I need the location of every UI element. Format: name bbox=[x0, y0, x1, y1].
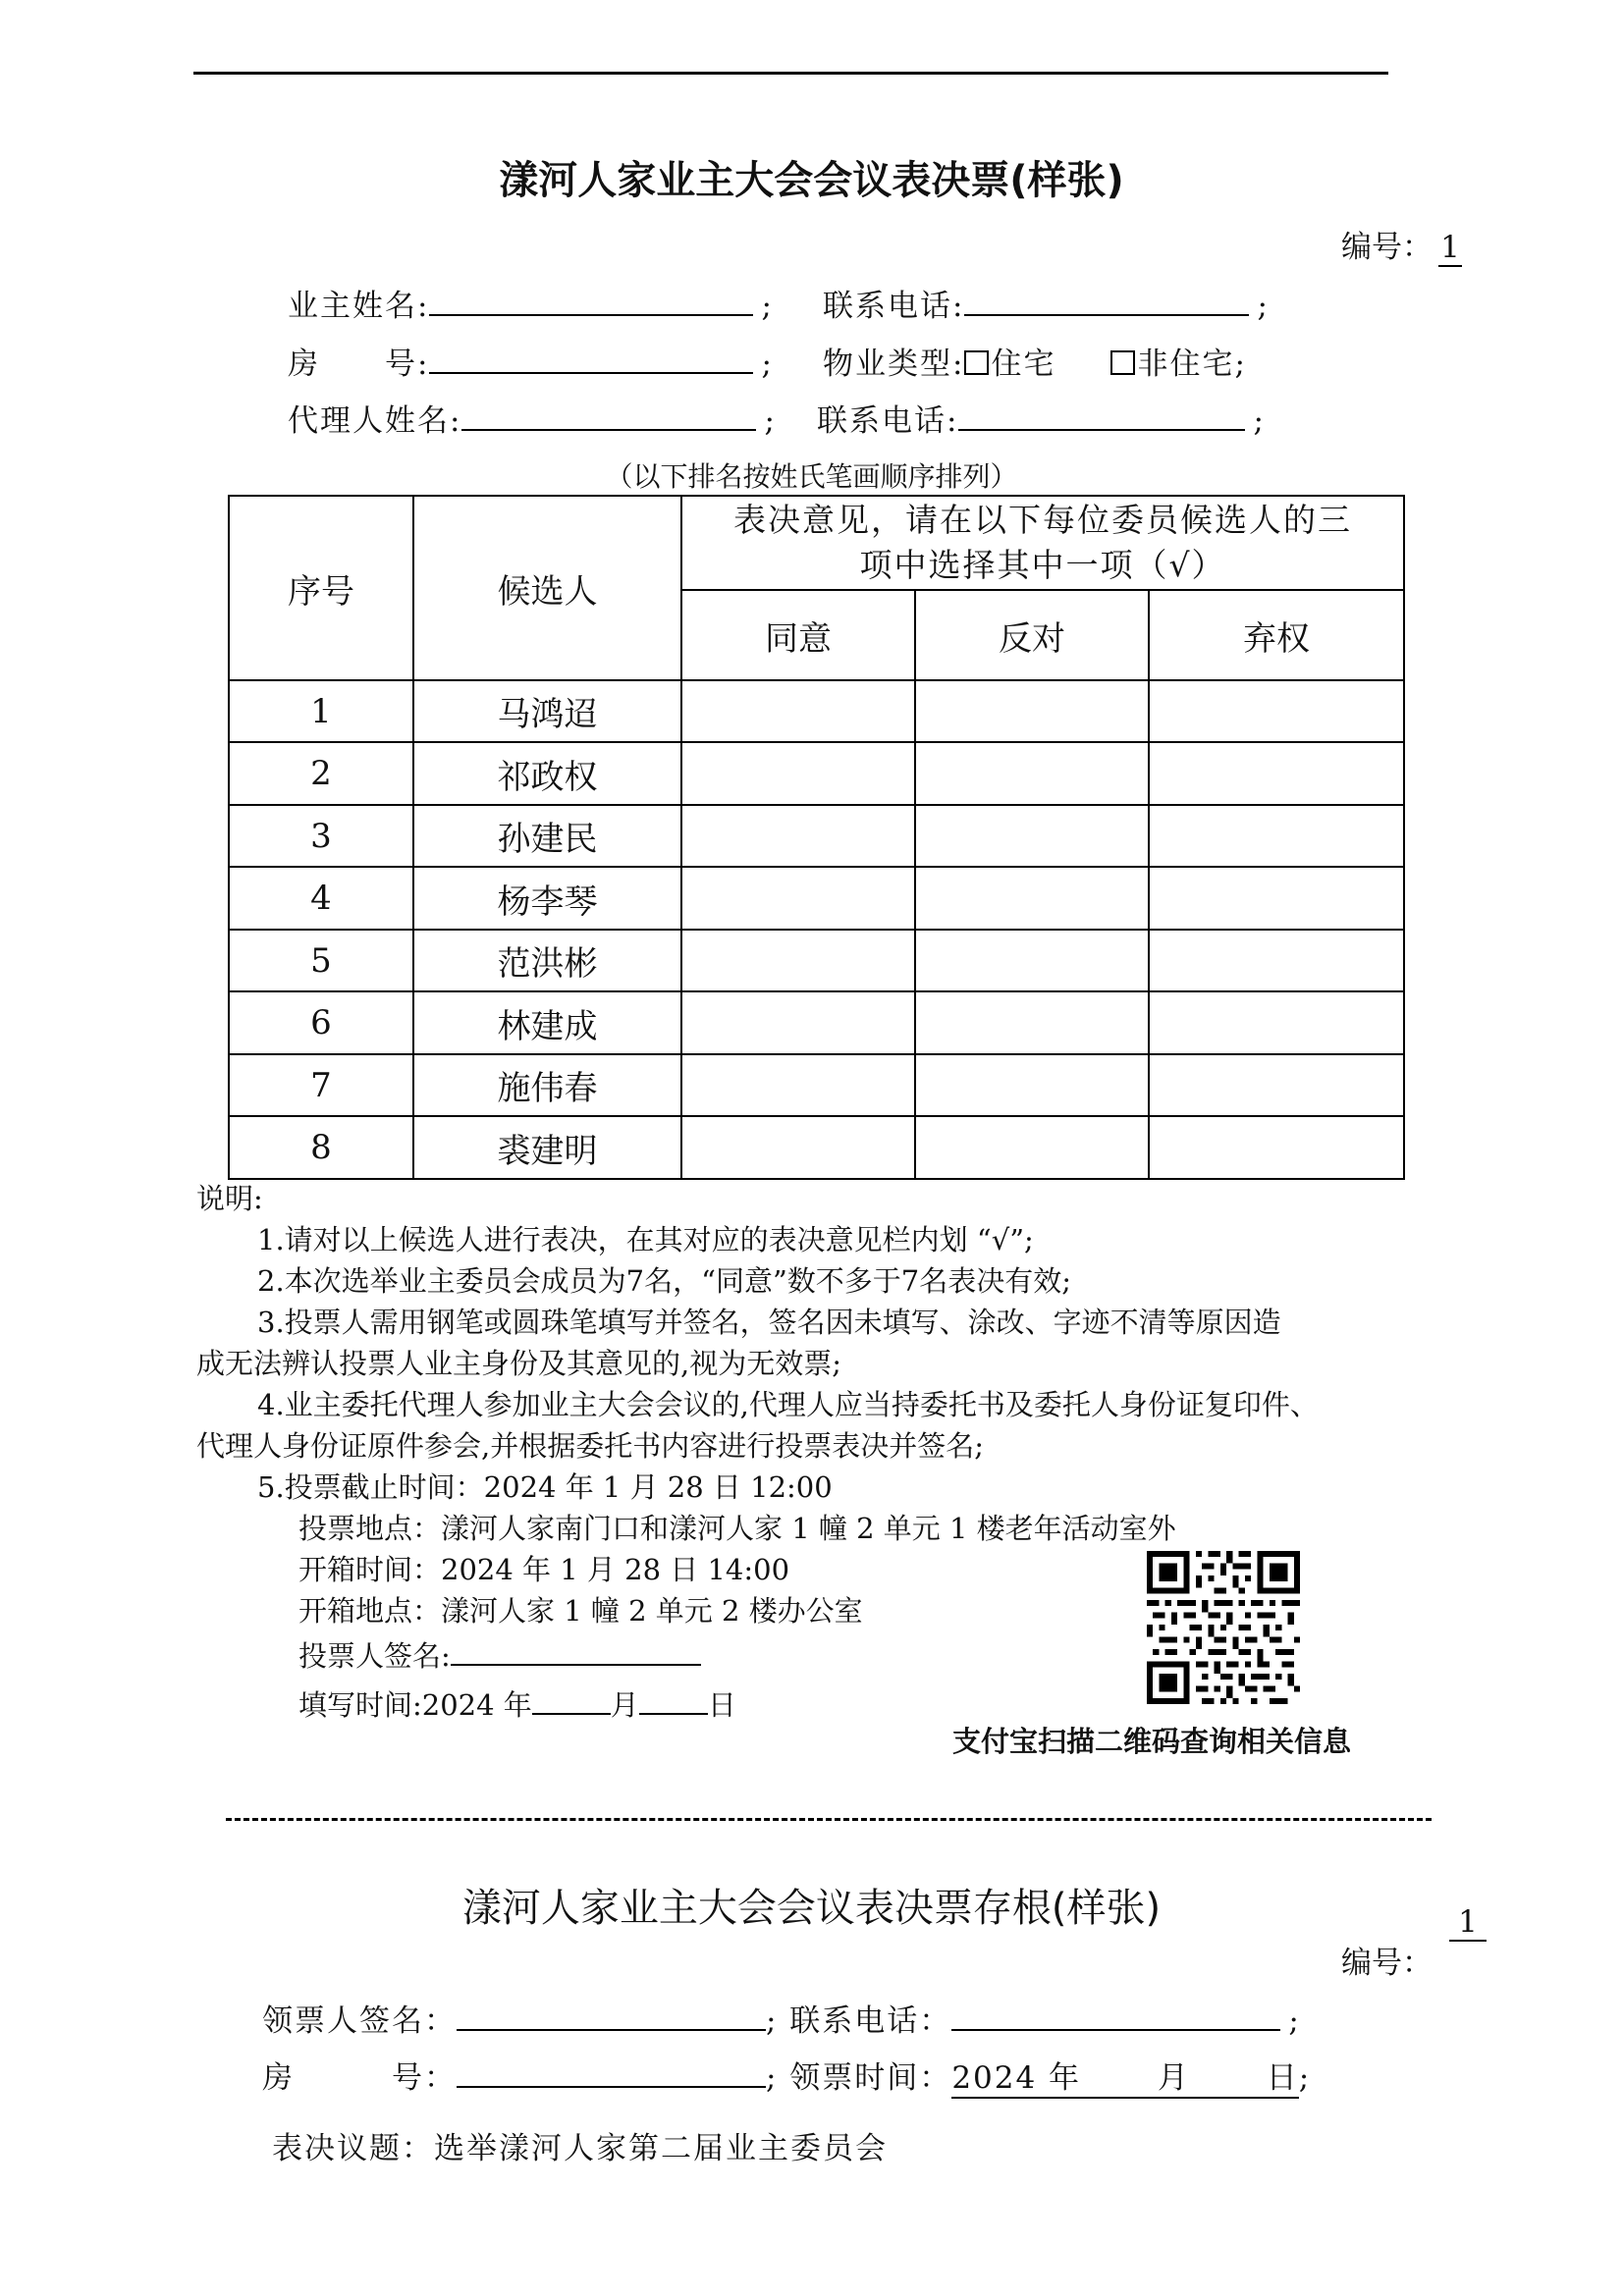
note-4: 4.业主委托代理人参加业主大会会议的,代理人应当持委托书及委托人身份证复印件、 bbox=[257, 1388, 1319, 1421]
oppose-cell[interactable] bbox=[915, 930, 1149, 991]
oppose-cell[interactable] bbox=[915, 1054, 1149, 1116]
table-row: 1 马鸿迢 bbox=[229, 680, 1404, 742]
agenda: 表决议题：选举漾河人家第二届业主委员会 bbox=[272, 2131, 888, 2166]
room-label: 房 号: bbox=[288, 347, 430, 382]
candidate-name: 孙建民 bbox=[413, 805, 681, 867]
non-residential-option: 非住宅 bbox=[1137, 347, 1235, 382]
receiver-signature-label: 领票人签名： bbox=[262, 2003, 457, 2039]
opinion-header: 表决意见，请在以下每位委员候选人的三 项中选择其中一项（√） bbox=[681, 496, 1404, 590]
opening-location: 开箱地点：漾河人家 1 幢 2 单元 2 楼办公室 bbox=[298, 1594, 863, 1628]
property-type-row: 物业类型: 住宅 非住宅; bbox=[823, 347, 1247, 382]
candidate-name: 马鸿迢 bbox=[413, 680, 681, 742]
oppose-cell[interactable] bbox=[915, 991, 1149, 1054]
stub-room-row: 房 号： ; 领票时间：2024 年 月 日; bbox=[262, 2053, 1311, 2099]
vote-table bbox=[228, 495, 1405, 1180]
serial-label: 编号： bbox=[1341, 230, 1433, 265]
candidate-name: 杨李琴 bbox=[413, 867, 681, 930]
owner-phone-row: 联系电话: ; bbox=[823, 289, 1270, 324]
ballot-title: 漾河人家业主大会会议表决票(样张) bbox=[499, 158, 1124, 203]
table-row: 5 范洪彬 bbox=[229, 930, 1404, 991]
qr-code-icon bbox=[1147, 1551, 1300, 1704]
note-1: 1.请对以上候选人进行表决，在其对应的表决意见栏内划 “√”; bbox=[257, 1223, 1034, 1256]
receiver-signature-field[interactable] bbox=[457, 2002, 766, 2031]
abstain-cell[interactable] bbox=[1149, 1054, 1404, 1116]
owner-name-row: 业主姓名: ; bbox=[288, 289, 774, 324]
stub-room-label: 房 号： bbox=[262, 2060, 457, 2096]
room-field[interactable] bbox=[429, 345, 753, 374]
agent-phone-row: 联系电话: ; bbox=[817, 403, 1266, 439]
ballot-serial bbox=[1341, 222, 1462, 267]
stub-room-field[interactable] bbox=[457, 2058, 766, 2088]
table-row: 2 祁政权 bbox=[229, 742, 1404, 805]
owner-name-label: 业主姓名: bbox=[288, 289, 430, 324]
abstain-cell[interactable] bbox=[1149, 930, 1404, 991]
owner-name-field[interactable] bbox=[429, 287, 753, 316]
stub-title: 漾河人家业主大会会议表决票存根(样张) bbox=[461, 1886, 1162, 1931]
qr-caption: 支付宝扫描二维码查询相关信息 bbox=[952, 1725, 1352, 1758]
receive-time-label: ; 领票时间： bbox=[766, 2060, 952, 2096]
receive-time-value[interactable]: 2024 年 月 日 bbox=[951, 2053, 1298, 2099]
voting-location: 投票地点：漾河人家南门口和漾河人家 1 幢 2 单元 1 楼老年活动室外 bbox=[298, 1512, 1176, 1545]
agree-cell[interactable] bbox=[681, 1054, 915, 1116]
agent-name-row: 代理人姓名: ; bbox=[288, 403, 777, 439]
candidate-name: 范洪彬 bbox=[413, 930, 681, 991]
stub-serial-value: 1 bbox=[1449, 1904, 1487, 1942]
table-row: 6 林建成 bbox=[229, 991, 1404, 1054]
abstain-cell[interactable] bbox=[1149, 867, 1404, 930]
property-type-label: 物业类型: bbox=[823, 347, 965, 382]
col-index-header: 序号 bbox=[229, 496, 413, 680]
top-rule bbox=[193, 72, 1388, 75]
fill-day-field[interactable] bbox=[639, 1689, 708, 1715]
owner-phone-label: 联系电话: bbox=[823, 289, 965, 324]
owner-phone-field[interactable] bbox=[964, 287, 1249, 316]
oppose-cell[interactable] bbox=[915, 1116, 1149, 1179]
abstain-cell[interactable] bbox=[1149, 991, 1404, 1054]
checkbox-icon[interactable] bbox=[1110, 350, 1135, 375]
residential-option: 住宅 bbox=[991, 347, 1056, 382]
note-5-deadline: 5.投票截止时间：2024 年 1 月 28 日 12:00 bbox=[257, 1470, 833, 1504]
serial-value: 1 bbox=[1438, 230, 1462, 267]
table-row: 7 施伟春 bbox=[229, 1054, 1404, 1116]
ordering-note: （以下排名按姓氏笔画顺序排列） bbox=[605, 460, 1018, 493]
agree-cell[interactable] bbox=[681, 680, 915, 742]
cut-line bbox=[226, 1818, 1432, 1821]
voter-signature-field[interactable] bbox=[451, 1636, 701, 1666]
receiver-row: 领票人签名： ; 联系电话： ; bbox=[262, 2003, 1301, 2039]
table-row: 3 孙建民 bbox=[229, 805, 1404, 867]
abstain-cell[interactable] bbox=[1149, 805, 1404, 867]
table-row: 8 裘建明 bbox=[229, 1116, 1404, 1179]
note-3-cont: 成无法辨认投票人业主身份及其意见的,视为无效票; bbox=[196, 1347, 841, 1380]
agent-phone-label: 联系电话: bbox=[817, 403, 959, 439]
stub-phone-label: ; 联系电话： bbox=[766, 2003, 952, 2039]
fill-month-field[interactable] bbox=[532, 1689, 611, 1715]
room-row: 房 号: ; bbox=[288, 347, 774, 382]
agree-cell[interactable] bbox=[681, 805, 915, 867]
voter-signature-label: 投票人签名: bbox=[298, 1639, 451, 1673]
abstain-cell[interactable] bbox=[1149, 680, 1404, 742]
col-abstain-header: 弃权 bbox=[1149, 590, 1404, 680]
abstain-cell[interactable] bbox=[1149, 742, 1404, 805]
note-4-cont: 代理人身份证原件参会,并根据委托书内容进行投票表决并签名; bbox=[196, 1429, 984, 1463]
oppose-cell[interactable] bbox=[915, 742, 1149, 805]
note-3: 3.投票人需用钢笔或圆珠笔填写并签名，签名因未填写、涂改、字迹不清等原因造 bbox=[257, 1306, 1281, 1339]
oppose-cell[interactable] bbox=[915, 680, 1149, 742]
stub-serial bbox=[1443, 1904, 1487, 1942]
col-agree-header: 同意 bbox=[681, 590, 915, 680]
oppose-cell[interactable] bbox=[915, 867, 1149, 930]
candidate-name: 裘建明 bbox=[413, 1116, 681, 1179]
agree-cell[interactable] bbox=[681, 991, 915, 1054]
agree-cell[interactable] bbox=[681, 867, 915, 930]
stub-phone-field[interactable] bbox=[951, 2002, 1280, 2031]
notes-heading: 说明: bbox=[196, 1182, 263, 1215]
col-candidate-header: 候选人 bbox=[413, 496, 681, 680]
agree-cell[interactable] bbox=[681, 742, 915, 805]
abstain-cell[interactable] bbox=[1149, 1116, 1404, 1179]
candidate-name: 施伟春 bbox=[413, 1054, 681, 1116]
agent-name-field[interactable] bbox=[461, 401, 756, 431]
agree-cell[interactable] bbox=[681, 930, 915, 991]
candidate-name: 祁政权 bbox=[413, 742, 681, 805]
checkbox-icon[interactable] bbox=[964, 350, 989, 375]
agent-phone-field[interactable] bbox=[958, 401, 1245, 431]
table-row: 4 杨李琴 bbox=[229, 867, 1404, 930]
oppose-cell[interactable] bbox=[915, 805, 1149, 867]
candidate-name: 林建成 bbox=[413, 991, 681, 1054]
agent-name-label: 代理人姓名: bbox=[288, 403, 462, 439]
col-oppose-header: 反对 bbox=[915, 590, 1149, 680]
stub-serial-label: 编号： bbox=[1341, 1946, 1433, 1981]
note-2: 2.本次选举业主委员会成员为7名，“同意”数不多于7名表决有效; bbox=[257, 1264, 1071, 1298]
fill-time-row: 填写时间:2024 年 月 日 bbox=[298, 1688, 736, 1722]
agree-cell[interactable] bbox=[681, 1116, 915, 1179]
opening-time: 开箱时间：2024 年 1 月 28 日 14:00 bbox=[298, 1553, 790, 1586]
